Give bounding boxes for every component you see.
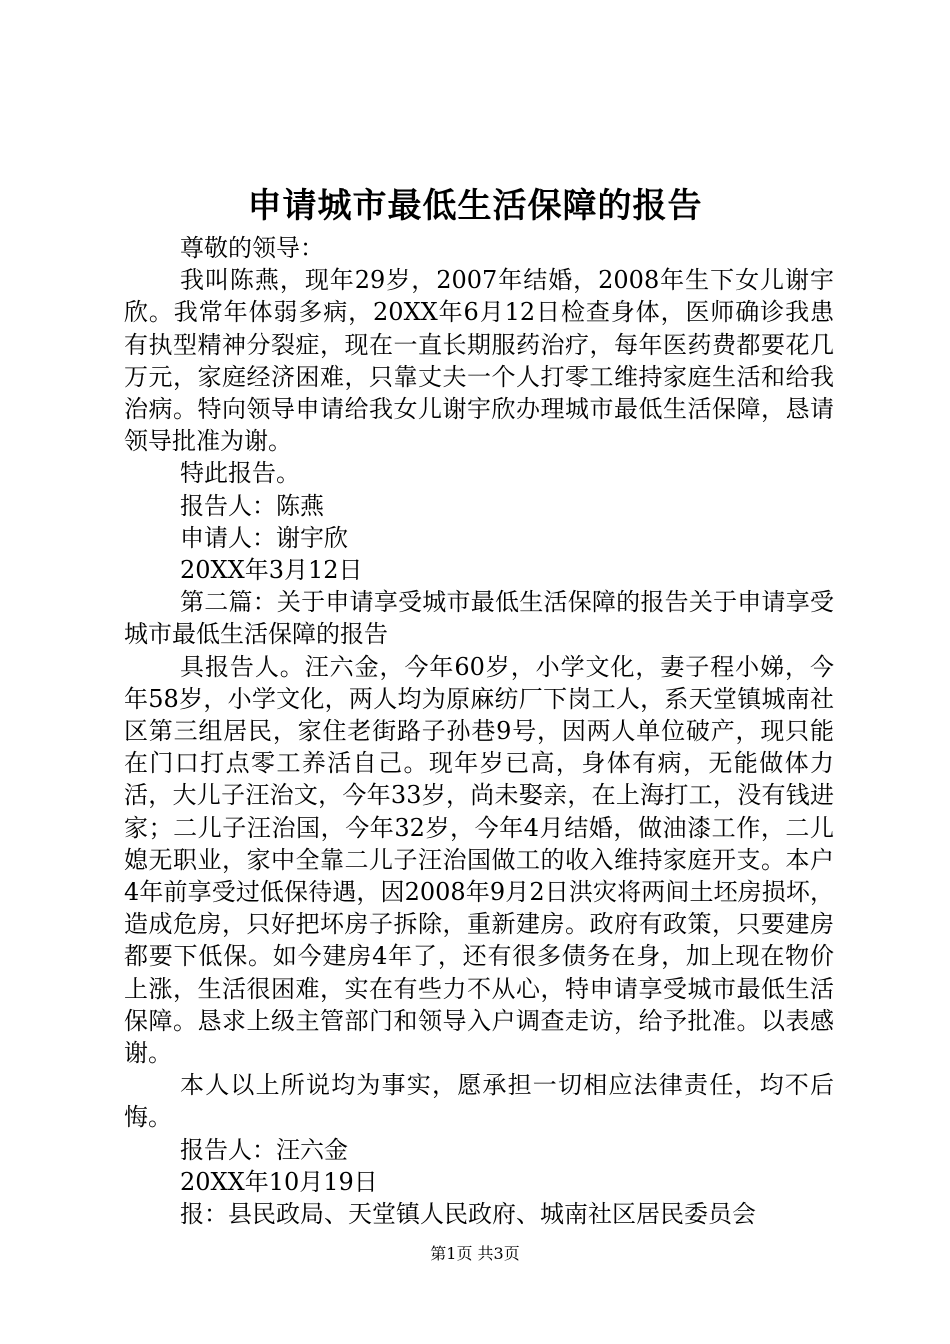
closing-text: 特此报告。 (180, 459, 300, 488)
date-line-2: 20XX年10月19日 (180, 1167, 378, 1196)
date-line: 20XX年3月12日 (180, 556, 363, 585)
paragraph-second-report: 具报告人。汪六金，今年60岁，小学文化，妻子程小娣，今年58岁，小学文化，两人均为原麻纺厂下岗工人，系天堂镇城南社区第三组居民，家住老街路子孙巷9号，因两人单位破产，现只能在门口打点零工养活自己。现年岁已高，身体有病，无能做体力活，大儿子汪治文，今年33岁，尚未娶亲，在上海打工，没有钱进家；二儿子汪治国，今年32岁，今年4月结婚，做油漆工作，二儿媳无职业，家中全靠二儿子汪治国做工的收入维持家庭开支。本户4年前享受过低保待遇，因2008年9月2日洪灾将两间土坯房损坏，造成危房，只好把坏房子拆除，重新建房。政府有政策，只要建房都要下低保。如今建房4年了，还有很多债务在身，加上现在物价上涨，生活很困难，实在有些力不从心，特申请享受城市最低生活保障。恳求上级主管部门和领导入户调查走访，给予批准。以表感谢。 (124, 652, 834, 1068)
applicant-line: 申请人：谢宇欣 (180, 523, 348, 552)
document-title: 申请城市最低生活保障的报告 (247, 186, 703, 226)
salutation: 尊敬的领导： (180, 234, 324, 262)
reporter-line: 报告人：陈燕 (180, 491, 324, 520)
recipients-line: 报：县民政局、天堂镇人民政府、城南社区居民委员会 (180, 1200, 756, 1229)
document-body (124, 232, 834, 1230)
second-article-heading: 第二篇：关于申请享受城市最低生活保障的报告关于申请享受城市最低生活保障的报告 (124, 588, 834, 649)
reporter-line-2: 报告人：汪六金 (180, 1135, 348, 1164)
page-number-footer: 第1页 共3页 (430, 1244, 520, 1263)
paragraph-application: 我叫陈燕，现年29岁，2007年结婚，2008年生下女儿谢宇欣。我常年体弱多病，20XX年6月12日检查身体，医师确诊我患有执型精神分裂症，现在一直长期服药治疗，每年医药费都要花几万元，家庭经济困难，只靠丈夫一个人打零工维持家庭生活和给我治病。特向领导申请给我女儿谢宇欣办理城市最低生活保障，恳请领导批准为谢。 (124, 266, 834, 456)
paragraph-declaration: 本人以上所说均为事实，愿承担一切相应法律责任，均不后悔。 (124, 1071, 834, 1132)
